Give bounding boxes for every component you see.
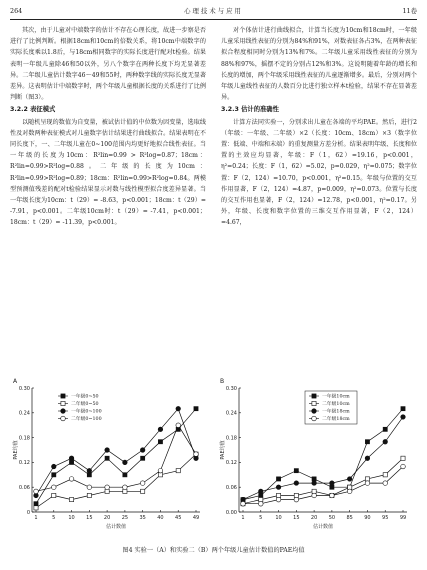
x-tick-label: 50 bbox=[328, 515, 336, 521]
data-point-s1-2 bbox=[259, 493, 263, 497]
data-point-s2-9 bbox=[383, 473, 387, 477]
data-point-s3-3 bbox=[69, 456, 74, 461]
data-point-s4-7 bbox=[140, 481, 145, 486]
legend-label-3: 一年级0~100 bbox=[71, 409, 102, 415]
data-point-s3-5 bbox=[312, 481, 317, 486]
series-line-3 bbox=[243, 417, 403, 500]
data-point-s2-3 bbox=[69, 498, 73, 502]
legend-label-2: 二年级10cm bbox=[322, 402, 350, 408]
data-point-s2-7 bbox=[348, 485, 352, 489]
left-paragraph-2: 以随机呈现的数值为自变量，被试估计值的中位数为因变量，选取线性及对数两种表征模式对儿童数字估计结果进行曲线拟合。结果表明在不同长度下，一、二年级儿童在0~100范围内均更好地拟合线性表征。当一年级的长度为10cm：R²lin=0.99 > R²log=0.87；18cm：R²lin=0.99>R²log=0.88。二年级的长度为10cm：R²lin=0.99>R²log=0.89；18cm：R²lin=0.99>R²log=0.84。两模型预测值残差的配对t检验结果显示对数与线性模型拟合度差异显著。当一年级长度为10cm：t（29）= -8.63，p<0.001；18cm：t（29）= -7.91，p<0.001。二年级10cm时：t（29）= -7.41，p<0.001；18cm：t（29）= -11.39，p<0.001。 bbox=[10, 118, 206, 227]
x-tick-label: 45 bbox=[175, 515, 182, 521]
data-point-s4-5 bbox=[105, 485, 110, 490]
x-tick-label: 35 bbox=[139, 515, 146, 521]
y-tick-label: 0.18 bbox=[18, 435, 30, 442]
data-point-s2-5 bbox=[105, 489, 109, 493]
y-tick-label: 0.30 bbox=[225, 385, 237, 392]
data-point-s3-5 bbox=[105, 448, 110, 453]
data-point-s1-4 bbox=[87, 473, 91, 477]
x-tick-label: 40 bbox=[157, 515, 164, 521]
series-line-4 bbox=[36, 425, 196, 491]
data-point-s1-3 bbox=[69, 460, 73, 464]
data-point-s4-6 bbox=[330, 493, 335, 498]
series-line-3 bbox=[36, 409, 196, 496]
data-point-s1-5 bbox=[105, 456, 109, 460]
legend-marker-4 bbox=[312, 416, 317, 421]
journal-title: 心理技术与应用 bbox=[184, 7, 243, 15]
data-point-s4-7 bbox=[347, 489, 352, 494]
data-point-s3-4 bbox=[87, 468, 92, 473]
data-point-s2-3 bbox=[276, 493, 280, 497]
legend-marker-1 bbox=[61, 394, 65, 398]
data-point-s4-9 bbox=[176, 423, 181, 428]
data-point-s2-4 bbox=[294, 493, 298, 497]
data-point-s1-10 bbox=[401, 407, 405, 411]
x-tick-label: 10 bbox=[275, 515, 282, 521]
data-point-s2-8 bbox=[365, 477, 369, 481]
x-tick-label: 95 bbox=[382, 515, 389, 521]
section-heading-accuracy: 3.2.3 估计的准确性 bbox=[221, 106, 279, 114]
data-point-s3-10 bbox=[401, 415, 406, 420]
x-tick-label: 5 bbox=[52, 515, 56, 521]
data-point-s4-4 bbox=[87, 485, 92, 490]
running-header bbox=[10, 4, 417, 18]
data-point-s1-10 bbox=[194, 407, 198, 411]
y-tick-label: 0.24 bbox=[225, 410, 237, 417]
data-point-s1-6 bbox=[123, 473, 127, 477]
data-point-s2-7 bbox=[141, 489, 145, 493]
figure-caption: 图4 实验一（A）和实验二（B）两个年级儿童估计数值的PAE均值 bbox=[122, 547, 305, 554]
data-point-s4-9 bbox=[383, 481, 388, 486]
legend-label-4: 二年级0~100 bbox=[71, 417, 102, 423]
left-paragraph-1: 其次，由于儿童对中端数字的估计不存在心理长度，故进一步察是否进行了比例判断。根据18cm和10cm的倍数关系，将10cm中端数字的实际长度乘以1.8后，与18cm相同数字的实际长度进行配对t检验。结果表明一年级儿童除46和50以外，另八个数字在两种长度下均无显著差异。二年级儿童估计数字46～49和55时，两种数字线的实际长度无显著差异。这表明估计中端数字时，两个年级儿童根据长度的关系进行了比例判断（图3）。 bbox=[10, 27, 206, 102]
right-paragraph-2: 计算方法同实验一，分别求出儿童在各端的平均PAE。然后，进行2（年级：一年级、二年级）×2（长度：10cm、18cm）×3（数字位置：低端、中端和末端）的重复测量方差分析。结果表明年级、长度和位置的主效应均显著，年级：F（1，62）=19.16，p<0.001，η²=0.24；长度：F（1，62）=5.02，p=0.029，η²=0.075；数字位置：F（2，124）=10.70，p<0.001，η²=0.15。年级与位置的交互作用显著，F（2，124）=4.87，p=0.009，η²=0.073。位置与长度的交互作用也显著，F（2，124）=12.78，p<0.001，η²=0.17。另外，年级、长度和数字位置的三维交互作用显著，F（2，124）=4.67， bbox=[221, 118, 417, 227]
data-point-s3-7 bbox=[347, 477, 352, 482]
legend-marker-3 bbox=[312, 409, 317, 414]
data-point-s2-4 bbox=[87, 493, 91, 497]
data-point-s1-2 bbox=[52, 473, 56, 477]
data-point-s1-4 bbox=[294, 469, 298, 473]
data-point-s1-8 bbox=[365, 440, 369, 444]
y-axis-label: PAE均值 bbox=[13, 440, 19, 460]
x-tick-label: 25 bbox=[121, 515, 129, 521]
legend-marker-3 bbox=[61, 409, 66, 414]
data-point-s4-1 bbox=[34, 489, 39, 494]
y-tick-label: 0.12 bbox=[225, 460, 237, 467]
data-point-s2-2 bbox=[259, 498, 263, 502]
data-point-s2-8 bbox=[158, 473, 162, 477]
panel-label: B bbox=[220, 378, 225, 385]
data-point-s3-9 bbox=[383, 439, 388, 444]
y-tick-label: 0.18 bbox=[225, 435, 237, 442]
data-point-s4-10 bbox=[401, 464, 406, 469]
y-tick-label: 0 bbox=[26, 509, 30, 516]
legend-marker-4 bbox=[61, 416, 66, 421]
panel-label: A bbox=[13, 378, 18, 385]
y-tick-label: 0.06 bbox=[225, 485, 237, 491]
page-number: 264 bbox=[10, 7, 23, 15]
data-point-s1-9 bbox=[383, 427, 387, 431]
right-column bbox=[221, 25, 417, 370]
legend-label-1: 一年级0~50 bbox=[71, 394, 99, 400]
chart-panel-b bbox=[217, 374, 417, 544]
legend-marker-1 bbox=[312, 394, 316, 398]
chart-panel-a bbox=[10, 374, 210, 544]
x-tick-label: 1 bbox=[34, 515, 38, 521]
x-tick-label: 90 bbox=[364, 515, 371, 521]
y-tick-label: 0.24 bbox=[18, 410, 30, 417]
data-point-s3-6 bbox=[330, 481, 335, 486]
legend-marker-2 bbox=[61, 401, 65, 405]
y-tick-label: 0.00 bbox=[225, 509, 237, 516]
data-point-s1-1 bbox=[34, 502, 38, 506]
data-point-s2-6 bbox=[123, 489, 127, 493]
y-tick-label: 0.12 bbox=[18, 460, 30, 467]
data-point-s2-9 bbox=[176, 469, 180, 473]
data-point-s3-2 bbox=[258, 489, 263, 494]
legend-label-3: 一年级18cm bbox=[322, 409, 350, 415]
section-heading-representation: 3.2.2 表征模式 bbox=[10, 106, 56, 114]
volume-label: 11卷 bbox=[402, 7, 417, 15]
data-point-s3-2 bbox=[51, 464, 56, 469]
data-point-s4-5 bbox=[312, 493, 317, 498]
x-tick-label: 10 bbox=[68, 515, 75, 521]
data-point-s1-6 bbox=[330, 485, 334, 489]
data-point-s3-3 bbox=[276, 485, 281, 490]
data-point-s4-3 bbox=[276, 497, 281, 502]
x-tick-label: 20 bbox=[103, 515, 111, 521]
x-tick-label: 85 bbox=[346, 515, 353, 521]
legend-label-1: 一年级10cm bbox=[322, 394, 350, 400]
data-point-s4-6 bbox=[123, 485, 128, 490]
data-point-s3-7 bbox=[140, 448, 145, 453]
data-point-s2-10 bbox=[401, 456, 405, 460]
x-tick-label: 99 bbox=[399, 515, 407, 521]
y-axis-label: PAE均值 bbox=[220, 440, 226, 460]
right-paragraph-1: 对个体估计进行曲线拟合，计算当长度为10cm和18cm时，一年级儿童采用线性表征的分别为84%和91%，对数表征各占3%，在两种表征拟合程度相同时分别为13%和7%。二年级儿童采用线性表征的分别为88%和97%，摇摆不定的分别占12%和3%。这说明随着年龄的增长和长度的增加，两个年级采用线性表征的儿童逐渐增多。最后，分别对两个年级儿童线性表征的人数百分比进行独立样本t检验，结果不存在显著差异。 bbox=[221, 27, 417, 102]
data-point-s2-2 bbox=[52, 493, 56, 497]
data-point-s2-5 bbox=[312, 489, 316, 493]
data-point-s3-8 bbox=[365, 456, 370, 461]
data-point-s1-5 bbox=[312, 477, 316, 481]
data-point-s3-8 bbox=[158, 427, 163, 432]
x-tick-label: 15 bbox=[86, 515, 93, 521]
data-point-s4-1 bbox=[241, 501, 246, 506]
x-tick-label: 5 bbox=[259, 515, 263, 521]
y-tick-label: 0.30 bbox=[18, 385, 30, 392]
x-tick-label: 20 bbox=[310, 515, 318, 521]
header-rule bbox=[10, 19, 417, 20]
left-column bbox=[10, 25, 206, 370]
legend-label-4: 二年级18cm bbox=[322, 417, 350, 423]
figure-4 bbox=[10, 374, 417, 544]
data-point-s1-8 bbox=[158, 440, 162, 444]
data-point-s4-10 bbox=[194, 452, 199, 457]
data-point-s1-7 bbox=[141, 456, 145, 460]
data-point-s4-2 bbox=[51, 485, 56, 490]
x-axis-label: 估计数值 bbox=[312, 524, 334, 530]
data-point-s4-2 bbox=[258, 501, 263, 506]
data-point-s3-4 bbox=[294, 481, 299, 486]
data-point-s4-8 bbox=[158, 468, 163, 473]
series-line-2 bbox=[243, 458, 403, 503]
legend-marker-2 bbox=[312, 401, 316, 405]
data-point-s1-3 bbox=[276, 477, 280, 481]
y-tick-label: 0.06 bbox=[18, 485, 30, 491]
x-tick-label: 15 bbox=[293, 515, 300, 521]
data-point-s3-6 bbox=[123, 460, 128, 465]
legend-label-2: 二年级0~50 bbox=[71, 402, 99, 408]
x-axis-label: 估计数值 bbox=[105, 524, 127, 530]
data-point-s4-4 bbox=[294, 497, 299, 502]
data-point-s2-1 bbox=[34, 506, 38, 510]
x-tick-label: 1 bbox=[241, 515, 245, 521]
x-tick-label: 49 bbox=[192, 515, 200, 521]
series-line-2 bbox=[36, 454, 196, 508]
data-point-s4-8 bbox=[365, 481, 370, 486]
data-point-s4-3 bbox=[69, 477, 74, 482]
data-point-s3-9 bbox=[176, 406, 181, 411]
